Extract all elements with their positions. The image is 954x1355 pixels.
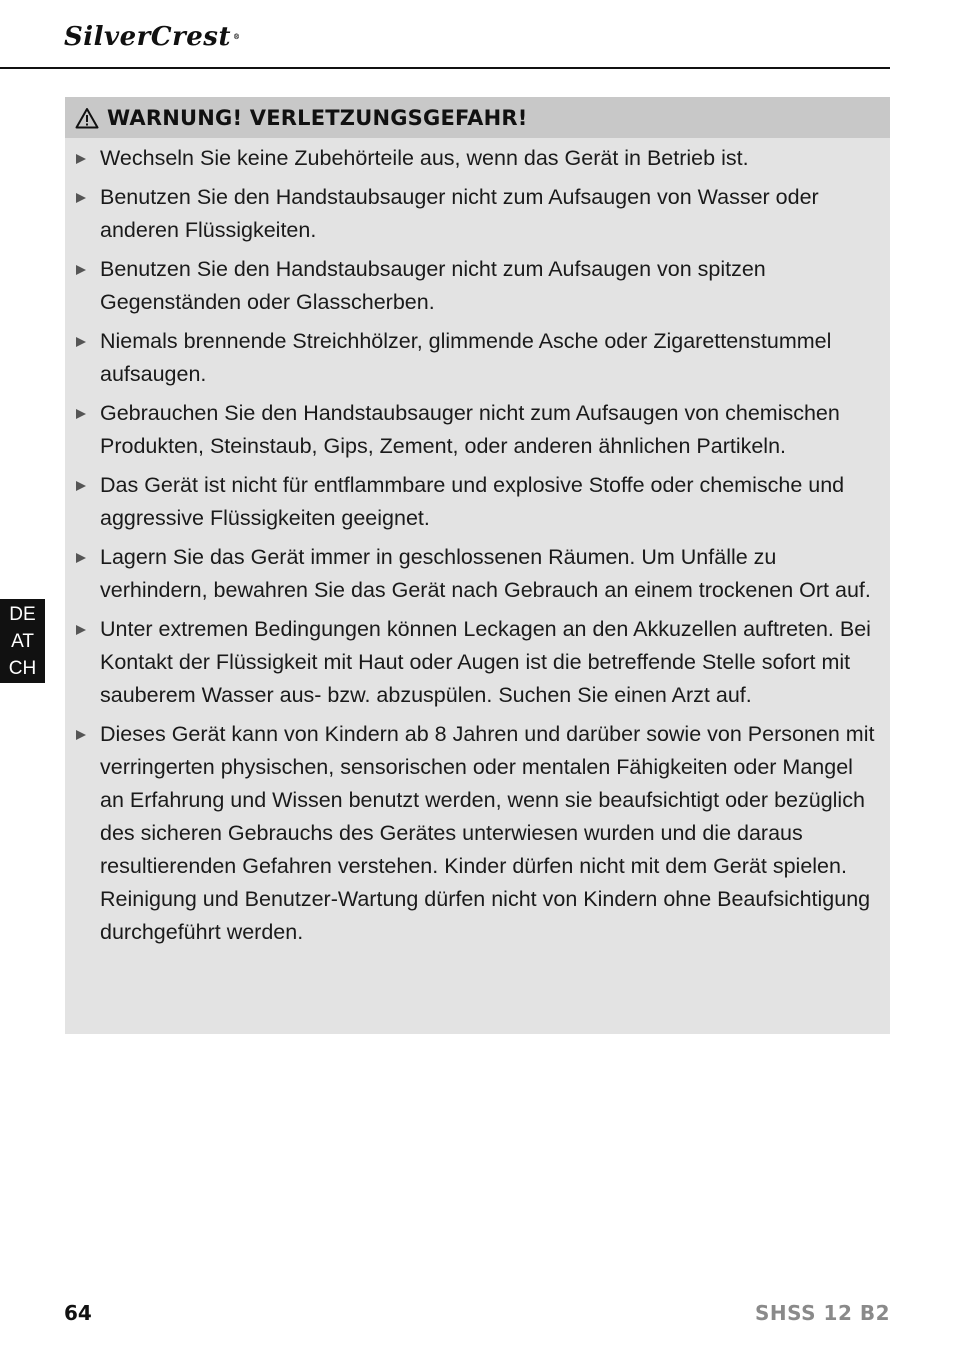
language-code: CH: [8, 658, 37, 679]
warning-item-text: Niemals brennende Streichhölzer, glimmende Asche oder Zigarettenstummel aufsaugen.: [100, 329, 832, 386]
warning-item-text: Unter extremen Bedingungen können Leckagen an den Akkuzellen auftreten. Bei Kontakt der Flüssigkeit mit Haut oder Augen ist die betreffende Stelle sofort mit sauberem Wasser aus- bzw. abzuspülen. Suchen Sie einen Arzt auf.: [100, 617, 871, 707]
bullet-arrow-icon: [76, 553, 86, 563]
brand-name: SilverCrest: [64, 22, 231, 52]
warning-item-text: Das Gerät ist nicht für entflammbare und explosive Stoffe oder chemische und aggressive Flüssigkeiten geeignet.: [100, 473, 845, 530]
registered-mark: ®: [232, 32, 241, 41]
warning-title: WARNUNG! VERLETZUNGSGEFAHR!: [107, 105, 528, 130]
bullet-arrow-icon: [76, 193, 86, 203]
warning-item-text: Wechseln Sie keine Zubehörteile aus, wenn das Gerät in Betrieb ist.: [100, 146, 749, 170]
warning-item-text: Benutzen Sie den Handstaubsauger nicht zum Aufsaugen von spitzen Gegenständen oder Glasscherben.: [100, 257, 766, 314]
warning-item: [65, 613, 876, 712]
bullet-arrow-icon: [76, 154, 86, 164]
brand-logo: [64, 22, 240, 52]
warning-item: [65, 181, 876, 247]
warning-item-text: Benutzen Sie den Handstaubsauger nicht zum Aufsaugen von Wasser oder anderen Flüssigkeiten.: [100, 185, 819, 242]
bullet-arrow-icon: [76, 265, 86, 275]
header-divider: [0, 67, 890, 69]
warning-item: [65, 397, 876, 463]
page-number: 64: [64, 1301, 92, 1325]
warning-item: [65, 541, 876, 607]
bullet-arrow-icon: [76, 730, 86, 740]
warning-box: [65, 97, 890, 1034]
warning-item: [65, 253, 876, 319]
language-code: DE: [9, 604, 36, 625]
language-tab: [0, 599, 45, 683]
warning-triangle-icon: [75, 107, 99, 129]
warning-list: [65, 138, 890, 949]
bullet-arrow-icon: [76, 481, 86, 491]
warning-item-text: Gebrauchen Sie den Handstaubsauger nicht zum Aufsaugen von chemischen Produkten, Steinstaub, Gips, Zement, oder anderen ähnlichen Partikeln.: [100, 401, 840, 458]
warning-item-text: Lagern Sie das Gerät immer in geschlossenen Räumen. Um Unfälle zu verhindern, bewahren Sie das Gerät nach Gebrauch an einem trockenen Ort auf.: [100, 545, 871, 602]
warning-item: [65, 469, 876, 535]
language-code: AT: [11, 631, 34, 652]
warning-header: [65, 97, 890, 138]
bullet-arrow-icon: [76, 337, 86, 347]
warning-item: [65, 142, 876, 175]
bullet-arrow-icon: [76, 625, 86, 635]
warning-item: [65, 718, 876, 949]
warning-item: [65, 325, 876, 391]
warning-item-text: Dieses Gerät kann von Kindern ab 8 Jahren und darüber sowie von Personen mit verringerten physischen, sensorischen oder mentalen Fähigkeiten oder Mangel an Erfahrung und Wissen benutzt werden, wenn sie beaufsichtigt oder bezüglich des sicheren Gebrauchs des Gerätes unterwiesen wurden und die daraus resultierenden Gefahren verstehen. Kinder dürfen nicht mit dem Gerät spielen. Reinigung und Benutzer-Wartung dürfen nicht von Kindern ohne Beaufsichtigung durchgeführt werden.: [100, 722, 875, 944]
bullet-arrow-icon: [76, 409, 86, 419]
model-code: SHSS 12 B2: [755, 1301, 890, 1325]
